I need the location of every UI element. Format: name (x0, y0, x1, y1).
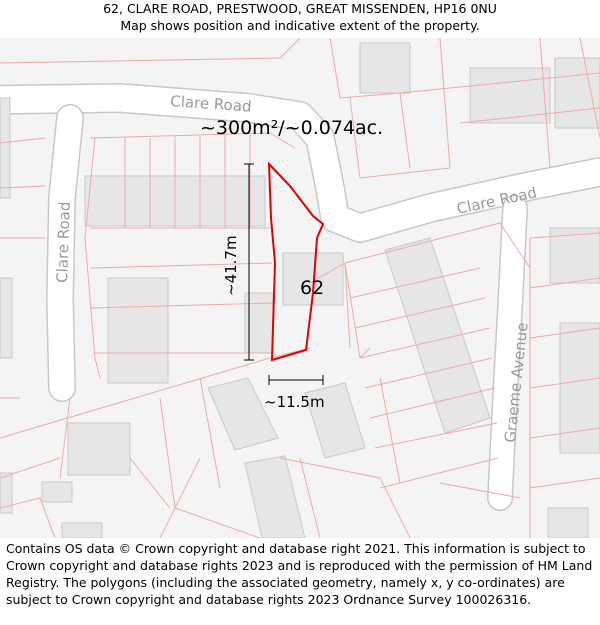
map-subtitle: Map shows position and indicative extent of the property. (120, 18, 480, 33)
map-view[interactable] (0, 38, 600, 538)
road-label-clare-right: Clare Road (455, 183, 539, 218)
road-label-clare-left: Clare Road (53, 201, 74, 284)
road-label-graeme-avenue: Graeme Avenue (501, 321, 532, 444)
height-dimension-label: ~41.7m (222, 235, 240, 296)
map-header (0, 0, 600, 38)
attribution-text: Contains OS data © Crown copyright and database right 2021. This information is subject to Crown copyright and database rights 2023 and is reproduced with the permission of HM Land Registry. The polygons (including the associated geometry, namely x, y co-ordinates) are subject to Crown copyright and database rights 2023 Ordnance Survey 100026316. (6, 541, 593, 607)
property-address: 62, CLARE ROAD, PRESTWOOD, GREAT MISSENDEN, HP16 0NU (103, 1, 497, 16)
road-label-clare-top: Clare Road (169, 92, 253, 116)
plot-number: 62 (300, 277, 325, 299)
width-dimension-label: ~11.5m (264, 393, 325, 411)
area-label: ~300m²/~0.074ac. (200, 117, 384, 139)
map-canvas (0, 38, 600, 538)
